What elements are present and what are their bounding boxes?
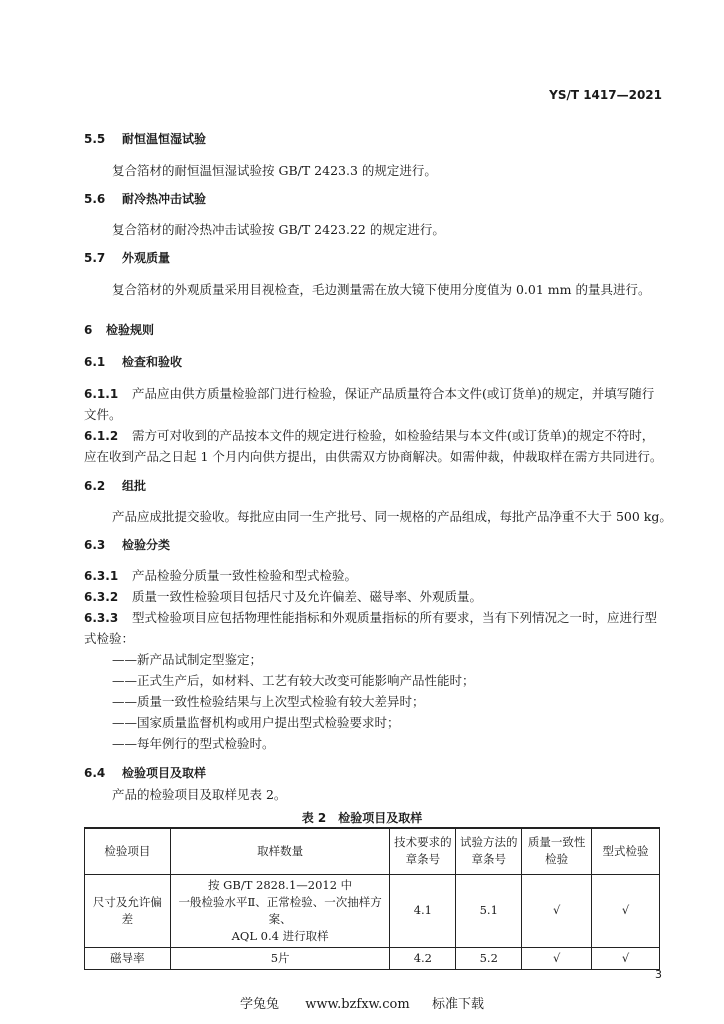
clause-number: 6.1.2 [84, 429, 119, 443]
footer-site-url[interactable]: www.bzfxw.com [305, 997, 410, 1012]
check-mark: √ [592, 947, 660, 969]
table-row [85, 947, 660, 969]
header-line: 章条号 [405, 852, 441, 867]
header-line: 检验 [545, 852, 569, 867]
chapter-6-heading [84, 321, 154, 338]
list-item: ——质量一致性检验结果与上次型式检验有较大差异时； [112, 694, 425, 709]
clause-number: 6.1.1 [84, 387, 119, 401]
footer-slogan: 标准下载 [432, 997, 485, 1012]
footer-site-name: 学兔兔 [239, 997, 279, 1012]
clause-text: 需方可对收到的产品按本文件的规定进行检验，如检验结果与本文件(或订货单)的规定不符时， [132, 428, 655, 443]
clause-6-1-1 [84, 384, 654, 402]
clause-6-3-1 [84, 566, 357, 584]
clause-6-3-3-cont: 式检验： [84, 631, 135, 646]
section-number: 6.2 [84, 479, 106, 493]
standard-number: YS/T 1417—2021 [549, 88, 662, 102]
clause-6-1-2 [84, 426, 654, 444]
clause-text: 产品检验分质量一致性检验和型式检验。 [132, 568, 358, 583]
section-5-7-heading [84, 249, 170, 266]
list-item: ——新产品试制定型鉴定； [112, 652, 263, 667]
chapter-number: 6 [84, 323, 93, 337]
section-6-3-heading [84, 536, 170, 553]
section-5-5-body: 复合箔材的耐恒温恒湿试验按 GB/T 2423.3 的规定进行。 [112, 163, 437, 178]
section-title: 外观质量 [122, 251, 171, 265]
section-6-2-body: 产品应成批提交验收。每批应由同一生产批号、同一规格的产品组成，每批产品净重不大于 500 kg。 [112, 509, 672, 524]
section-number: 6.1 [84, 355, 106, 369]
check-mark: √ [522, 947, 592, 969]
cell-item: 尺寸及允许偏差 [85, 874, 171, 947]
table-header-row [85, 828, 660, 874]
section-number: 5.5 [84, 132, 106, 146]
section-5-6-body: 复合箔材的耐冷热冲击试验按 GB/T 2423.22 的规定进行。 [112, 222, 445, 237]
section-number: 5.6 [84, 192, 106, 206]
clause-text: 质量一致性检验项目包括尺寸及允许偏差、磁导率、外观质量。 [132, 589, 483, 604]
cell-sampling [170, 874, 390, 947]
header-quality-consistency [522, 828, 592, 874]
clause-text: 产品应由供方质量检验部门进行检验，保证产品质量符合本文件(或订货单)的规定，并填写随行 [132, 386, 655, 401]
section-5-5-heading [84, 130, 206, 147]
cell-method: 5.2 [456, 947, 522, 969]
section-title: 耐恒温恒湿试验 [122, 132, 207, 146]
header-requirement-clause [390, 828, 456, 874]
check-mark: √ [592, 874, 660, 947]
table-caption: 表 2 检验项目及取样 [301, 811, 423, 825]
section-6-1-heading [84, 353, 182, 370]
section-title: 检验项目及取样 [122, 766, 207, 780]
cell-requirement: 4.1 [390, 874, 456, 947]
cell-sampling: 5片 [170, 947, 390, 969]
header-type-test: 型式检验 [592, 828, 660, 874]
footer-watermark [0, 993, 724, 1012]
chapter-title: 检验规则 [106, 323, 155, 337]
header-line: 试验方法的 [459, 835, 518, 850]
cell-item: 磁导率 [85, 947, 171, 969]
list-item: ——国家质量监督机构或用户提出型式检验要求时； [112, 715, 400, 730]
cell-method: 5.1 [456, 874, 522, 947]
section-title: 组批 [122, 479, 147, 493]
table-row [85, 874, 660, 947]
header-line: 章条号 [471, 852, 506, 867]
section-number: 5.7 [84, 251, 106, 265]
page-number: 3 [655, 968, 662, 981]
clause-6-1-1-cont: 文件。 [84, 407, 122, 422]
section-6-4-body: 产品的检验项目及取样见表 2。 [112, 787, 287, 802]
section-title: 耐冷热冲击试验 [122, 192, 207, 206]
header-method-clause [456, 828, 522, 874]
list-item: ——每年例行的型式检验时。 [112, 736, 275, 751]
header-sampling: 取样数量 [170, 828, 390, 874]
clause-6-3-3 [84, 608, 657, 626]
clause-6-3-2 [84, 587, 482, 605]
section-title: 检验分类 [122, 538, 171, 552]
section-number: 6.3 [84, 538, 106, 552]
clause-number: 6.3.2 [84, 590, 119, 604]
cell-line: 一般检验水平Ⅱ、正常检验、一次抽样方案、 [178, 894, 382, 926]
cell-requirement: 4.2 [390, 947, 456, 969]
clause-6-1-2-cont: 应在收到产品之日起 1 个月内向供方提出，由供需双方协商解决。如需仲裁，仲裁取样在需方共同进行。 [84, 449, 663, 464]
section-number: 6.4 [84, 766, 106, 780]
check-mark: √ [522, 874, 592, 947]
section-5-6-heading [84, 190, 206, 207]
section-6-4-heading [84, 764, 206, 781]
section-6-2-heading [84, 477, 146, 494]
clause-number: 6.3.3 [84, 611, 119, 625]
cell-line: 按 GB/T 2828.1—2012 中 [208, 877, 353, 892]
clause-number: 6.3.1 [84, 569, 119, 583]
section-5-7-body: 复合箔材的外观质量采用目视检查，毛边测量需在放大镜下使用分度值为 0.01 mm 的量具进行。 [112, 282, 651, 297]
section-title: 检查和验收 [122, 355, 183, 369]
inspection-table [84, 827, 660, 970]
header-line: 技术要求的 [394, 835, 452, 850]
list-item: ——正式生产后，如材料、工艺有较大改变可能影响产品性能时； [112, 673, 475, 688]
header-item: 检验项目 [85, 828, 171, 874]
cell-line: AQL 0.4 进行取样 [231, 928, 329, 943]
clause-text: 型式检验项目应包括物理性能指标和外观质量指标的所有要求，当有下列情况之一时，应进行型 [132, 610, 658, 625]
header-line: 质量一致性 [527, 835, 586, 850]
